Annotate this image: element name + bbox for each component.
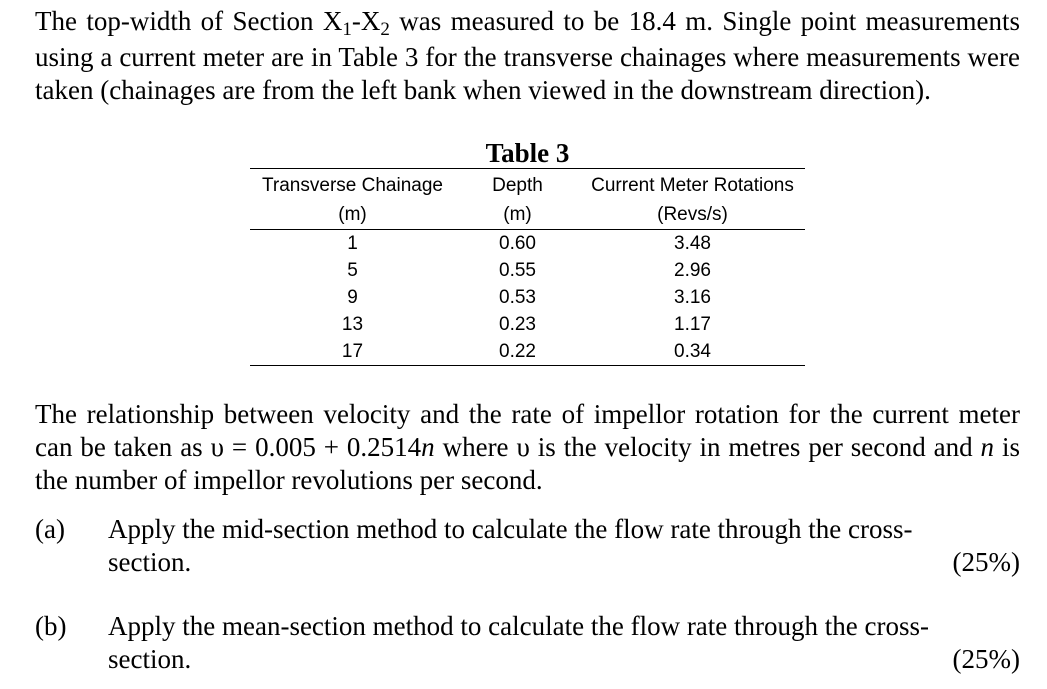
- cell-depth: 0.53: [499, 286, 536, 308]
- cell-chainage: 13: [341, 313, 364, 335]
- question-text: Apply the mid-section method to calculate the flow rate through the cross-section.: [108, 514, 913, 577]
- cell-rotations: 1.17: [674, 313, 711, 335]
- unit-chainage: (m): [250, 200, 455, 230]
- table-title: Table 3: [485, 138, 570, 168]
- question-marks: (25%): [952, 547, 1020, 577]
- question-text: Apply the mean-section method to calculate the flow rate through the cross-section.: [108, 611, 929, 674]
- intro-paragraph: The top-width of Section X1-X2 was measured to be 18.4 m. Single point measurements using a current meter are in Table 3 for the transverse chainages where measurements were taken (chainages are from the left bank when viewed in the downstream direction).: [35, 6, 1020, 105]
- n-symbol: n: [421, 432, 435, 462]
- question-label: (b): [35, 611, 67, 641]
- cell-chainage: 5: [347, 259, 358, 281]
- table-row: [250, 311, 805, 338]
- table-row: [250, 230, 805, 258]
- table-row: [250, 338, 805, 366]
- cell-rotations: 3.48: [674, 232, 711, 254]
- header-chainage: Transverse Chainage: [250, 169, 455, 201]
- question-marks: (25%): [952, 644, 1020, 674]
- cell-rotations: 3.16: [674, 286, 711, 308]
- cell-depth: 0.22: [455, 338, 580, 366]
- cell-rotations: 2.96: [674, 259, 711, 281]
- header-rotations: Current Meter Rotations: [580, 169, 805, 201]
- relationship-paragraph: The relationship between velocity and the rate of impellor rotation for the current meter can be taken as υ = 0.005 + 0.2514n where υ is the velocity in metres per second and n is the number of impellor revolutions per second.: [35, 399, 1020, 495]
- n-symbol: n: [980, 432, 995, 462]
- cell-chainage: 1: [347, 232, 358, 254]
- velocity-symbol: υ: [516, 432, 530, 462]
- unit-depth: (m): [455, 200, 580, 230]
- cell-depth: 0.60: [499, 232, 536, 254]
- subscript-2: 2: [380, 19, 390, 40]
- table-row: [250, 257, 805, 284]
- question-label: (a): [35, 514, 65, 544]
- cell-depth: 0.55: [499, 259, 536, 281]
- table-row: [250, 284, 805, 311]
- measurements-table: [250, 168, 805, 366]
- table-unit-row: [250, 200, 805, 230]
- unit-rotations: (Revs/s): [580, 200, 805, 230]
- subscript-1: 1: [342, 19, 352, 40]
- cell-rotations: 0.34: [580, 338, 805, 366]
- cell-chainage: 17: [250, 338, 455, 366]
- header-depth: Depth: [455, 169, 580, 201]
- table-header-row: [250, 169, 805, 201]
- cell-chainage: 9: [347, 286, 358, 308]
- cell-depth: 0.23: [499, 313, 536, 335]
- velocity-symbol: υ: [210, 432, 224, 462]
